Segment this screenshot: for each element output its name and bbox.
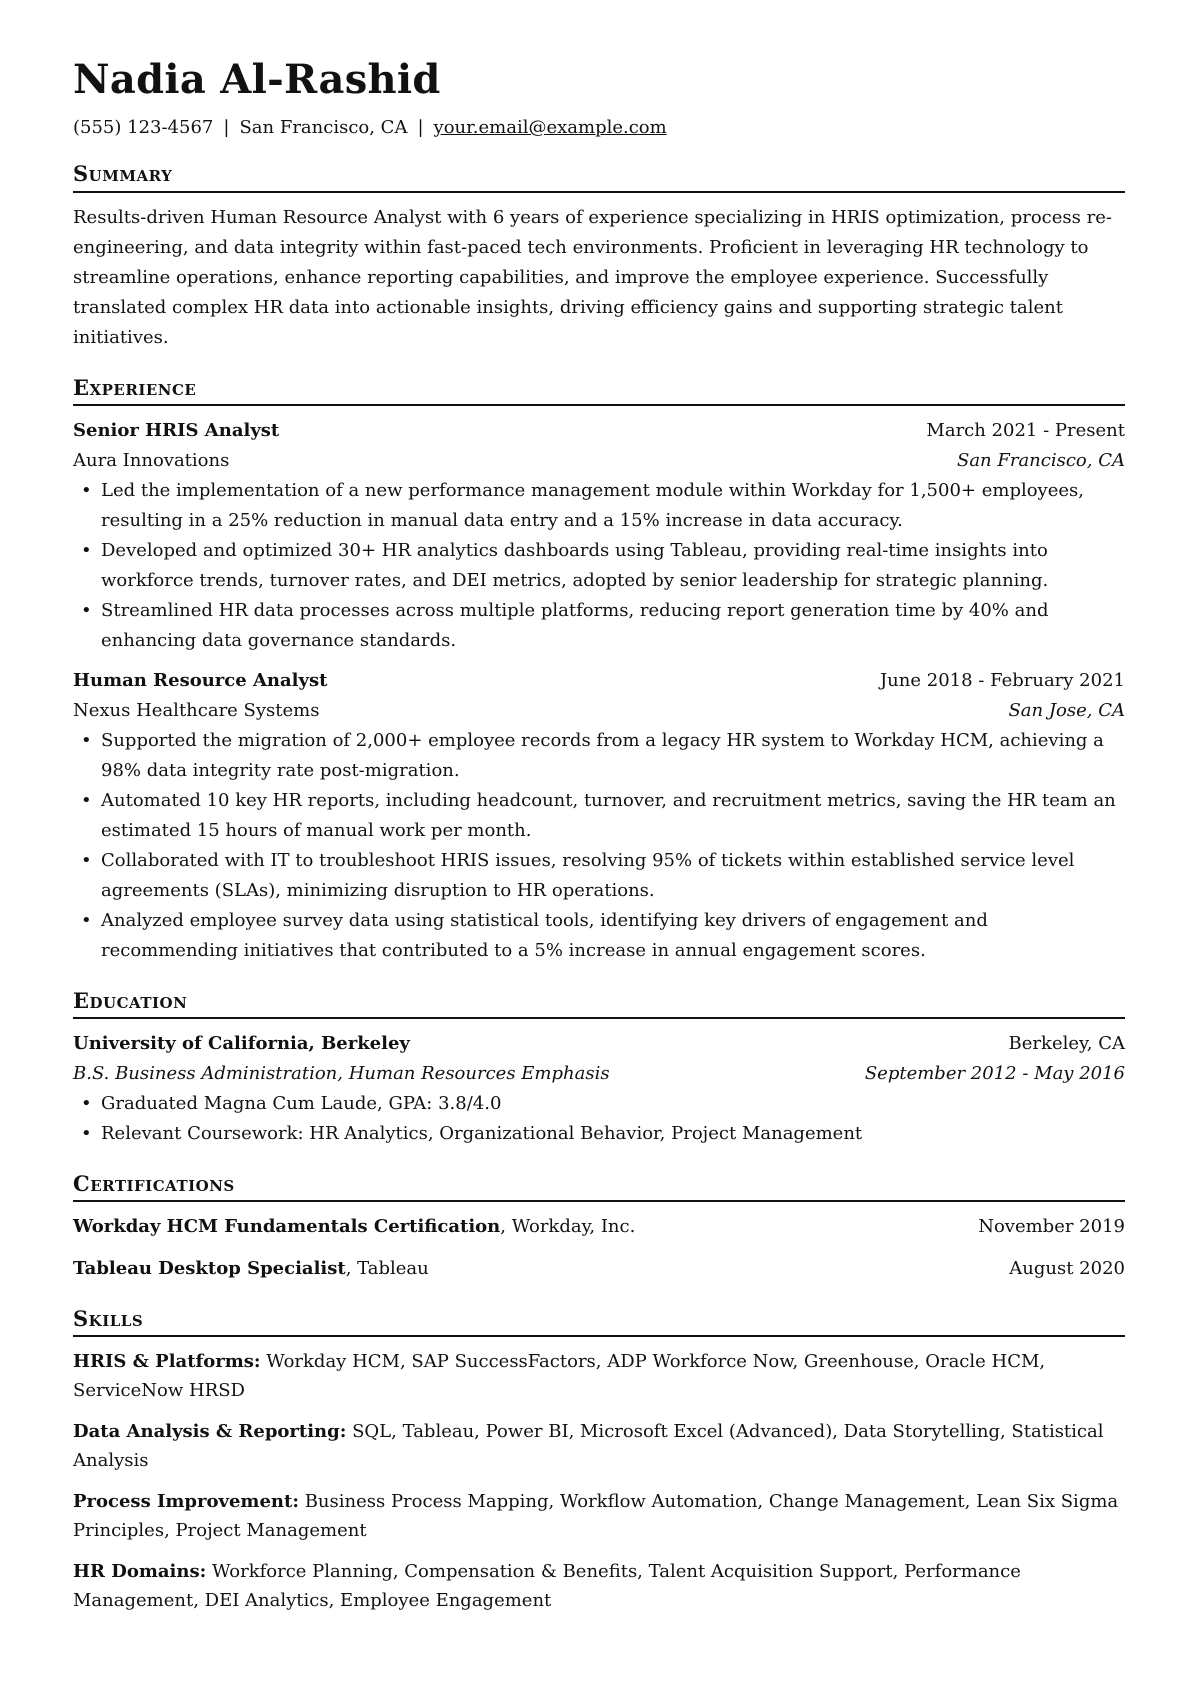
- job-dates: March 2021 - Present: [926, 419, 1125, 441]
- bullet-icon: •: [81, 539, 92, 561]
- certification-item: [73, 1212, 1125, 1242]
- skill-label: Data Analysis & Reporting:: [73, 1421, 347, 1443]
- list-item: [73, 596, 1125, 656]
- bullet-text: Developed and optimized 30+ HR analytics dashboards using Tableau, providing real-time insights into workforce trends, turnover rates, and DEI metrics, adopted by senior leadership for strategic planning.: [101, 539, 1049, 591]
- skill-group: [73, 1347, 1125, 1405]
- job-entry: [73, 416, 1125, 656]
- list-item: [73, 1089, 1125, 1119]
- list-item: [73, 786, 1125, 846]
- certification-date: August 2020: [1009, 1258, 1125, 1280]
- bullet-text: Relevant Coursework: HR Analytics, Organizational Behavior, Project Management: [101, 1122, 863, 1144]
- bullet-text: Streamlined HR data processes across multiple platforms, reducing report generation time by 40% and enhancing data governance standards.: [101, 599, 1049, 651]
- certification-item: [73, 1254, 1125, 1284]
- bullet-icon: •: [81, 909, 92, 931]
- certification-date: November 2019: [978, 1216, 1125, 1238]
- degree: B.S. Business Administration, Human Resources Emphasis: [73, 1062, 610, 1084]
- section-title-education: Education: [73, 988, 1125, 1019]
- company-name: Nexus Healthcare Systems: [73, 699, 320, 721]
- bullet-text: Led the implementation of a new performance management module within Workday for 1,500+ employees, resulting in a 25% reduction in manual data entry and a 15% increase in data accuracy.: [101, 479, 1084, 531]
- education-dates: September 2012 - May 2016: [864, 1062, 1125, 1084]
- section-title-experience: Experience: [73, 375, 1125, 406]
- job-title: Senior HRIS Analyst: [73, 419, 280, 441]
- certification-issuer: , Tableau: [345, 1258, 429, 1280]
- bullet-icon: •: [81, 599, 92, 621]
- candidate-name: Nadia Al-Rashid: [73, 56, 441, 103]
- certification-issuer: , Workday, Inc.: [500, 1216, 636, 1238]
- education-bullets: [73, 1089, 1125, 1149]
- email-link[interactable]: your.email@example.com: [433, 117, 667, 138]
- bullet-text: Collaborated with IT to troubleshoot HRIS issues, resolving 95% of tickets within established service level agreements (SLAs), minimizing disruption to HR operations.: [101, 849, 1075, 901]
- skill-label: Process Improvement:: [73, 1491, 299, 1513]
- bullet-icon: •: [81, 1122, 92, 1144]
- skills-section: [73, 1306, 1125, 1615]
- job-bullets: [73, 726, 1125, 966]
- skill-list: SQL, Tableau, Power BI, Microsoft Excel (Advanced), Data Storytelling, Statistical Analysis: [73, 1421, 1104, 1472]
- summary-text: Results-driven Human Resource Analyst with 6 years of experience specializing in HRIS optimization, process re-engineering, and data integrity within fast-paced tech environments. Proficient in leveraging HR technology to streamline operations, enhance reporting capabilities, and improve the employee experience. Successfully translated complex HR data into actionable insights, driving efficiency gains and supporting strategic talent initiatives.: [73, 206, 1112, 348]
- certification-name: Workday HCM Fundamentals Certification: [73, 1216, 501, 1238]
- job-location: San Jose, CA: [1008, 699, 1125, 721]
- bullet-icon: •: [81, 789, 92, 811]
- skill-group: [73, 1557, 1125, 1615]
- experience-section: [73, 375, 1125, 966]
- list-item: [73, 476, 1125, 536]
- summary-section: [73, 161, 1125, 352]
- contact-separator: |: [417, 117, 424, 138]
- location: San Francisco, CA: [239, 117, 408, 138]
- job-location: San Francisco, CA: [956, 449, 1125, 471]
- skill-list: Business Process Mapping, Workflow Automation, Change Management, Lean Six Sigma Principles, Project Management: [73, 1491, 1119, 1542]
- school-name: University of California, Berkeley: [73, 1032, 410, 1054]
- education-section: [73, 988, 1125, 1149]
- job-entry: [73, 666, 1125, 966]
- certifications-section: [73, 1171, 1125, 1284]
- job-title: Human Resource Analyst: [73, 669, 328, 691]
- contact-line: [73, 116, 1125, 139]
- bullet-text: Graduated Magna Cum Laude, GPA: 3.8/4.0: [101, 1092, 502, 1114]
- section-title-certifications: Certifications: [73, 1171, 1125, 1202]
- section-title-summary: Summary: [73, 161, 1125, 192]
- list-item: [73, 726, 1125, 786]
- list-item: [73, 1119, 1125, 1149]
- bullet-text: Analyzed employee survey data using statistical tools, identifying key drivers of engagement and recommending initiatives that contributed to a 5% increase in annual engagement scores.: [101, 909, 988, 961]
- bullet-icon: •: [81, 1092, 92, 1114]
- skill-list: Workday HCM, SAP SuccessFactors, ADP Workforce Now, Greenhouse, Oracle HCM, ServiceNow HRSD: [73, 1351, 1046, 1402]
- bullet-text: Automated 10 key HR reports, including headcount, turnover, and recruitment metrics, saving the HR team an estimated 15 hours of manual work per month.: [101, 789, 1116, 841]
- contact-separator: |: [223, 117, 230, 138]
- job-dates: June 2018 - February 2021: [879, 669, 1125, 691]
- job-bullets: [73, 476, 1125, 656]
- list-item: [73, 906, 1125, 966]
- school-location: Berkeley, CA: [1008, 1032, 1125, 1054]
- list-item: [73, 846, 1125, 906]
- skill-label: HR Domains:: [73, 1561, 207, 1583]
- certification-name: Tableau Desktop Specialist: [73, 1258, 346, 1280]
- list-item: [73, 536, 1125, 596]
- skill-list: Workforce Planning, Compensation & Benefits, Talent Acquisition Support, Performance Management, DEI Analytics, Employee Engagement: [73, 1561, 1021, 1612]
- section-title-skills: Skills: [73, 1306, 1125, 1337]
- bullet-icon: •: [81, 479, 92, 501]
- skill-group: [73, 1487, 1125, 1545]
- bullet-text: Supported the migration of 2,000+ employee records from a legacy HR system to Workday HCM, achieving a 98% data integrity rate post-migration.: [101, 729, 1104, 781]
- company-name: Aura Innovations: [73, 449, 230, 471]
- skill-label: HRIS & Platforms:: [73, 1351, 261, 1373]
- skill-group: [73, 1417, 1125, 1475]
- phone-number: (555) 123-4567: [73, 117, 214, 138]
- bullet-icon: •: [81, 729, 92, 751]
- bullet-icon: •: [81, 849, 92, 871]
